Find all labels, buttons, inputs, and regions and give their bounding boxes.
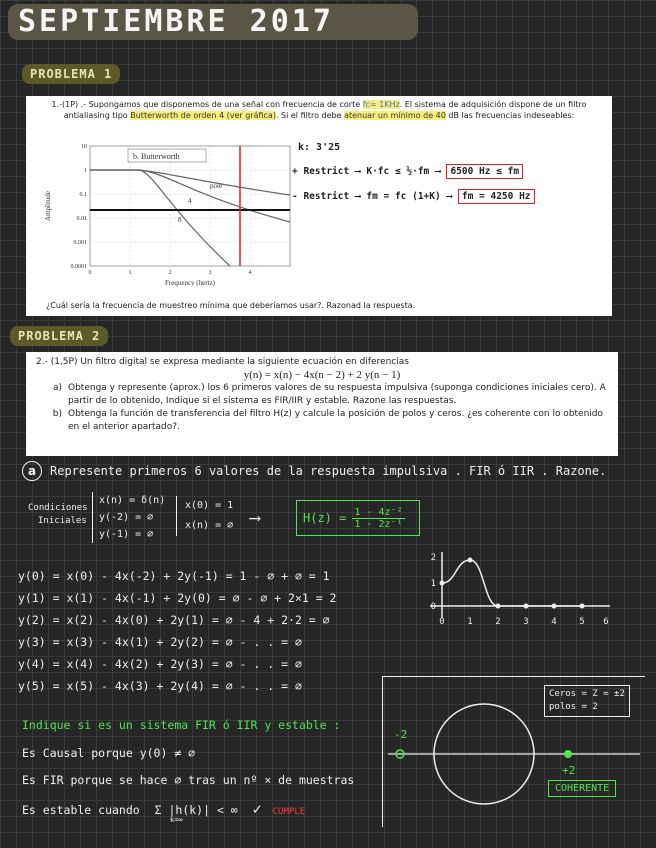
restrict-note-2: - Restrict ⟶ fm = fc (1+K) ⟶ fm = 4250 Hz xyxy=(292,191,535,202)
problema1-sub-question: ¿Cuál sería la frecuencia de muestreo mínima que deberíamos usar?. Razonad la respuesta. xyxy=(46,301,416,310)
label-pole: pole xyxy=(210,182,223,190)
problema2-tag: PROBLEMA 2 xyxy=(10,326,108,346)
plot-ylabel: Amplitude xyxy=(44,191,52,221)
transfer-function-box: H(z) = $\frac{\text{1 - 4z⁻²}}{\text{1 - 2z⁻¹}}$ xyxy=(296,500,420,536)
ytick: 0.0001 xyxy=(70,264,87,270)
difference-equation: y(n) = x(n) − 4x(n − 2) + 2 y(n − 1) xyxy=(243,369,401,381)
xtick: 3 xyxy=(523,617,529,627)
impulse-sample-point xyxy=(580,604,585,609)
cond-values: x(n) = δ(n) y(-2) = ∅ y(-1) = ∅ xyxy=(92,492,165,543)
xtick: 0 xyxy=(439,617,445,627)
indique-heading: Indique si es un sistema FIR ó IIR y estable : xyxy=(22,718,341,732)
problema2-card xyxy=(26,352,618,456)
causal-line: Es Causal porque y(0) ≠ ∅ xyxy=(22,746,196,760)
butterworth-plot xyxy=(30,140,300,290)
impulse-response-sketch xyxy=(420,548,620,638)
part-a-circle: a xyxy=(22,461,42,481)
xtick: 2 xyxy=(168,270,172,276)
xtick: 6 xyxy=(603,617,609,627)
xtick: 3 xyxy=(208,270,212,276)
impulse-sample-point xyxy=(524,604,529,609)
hz-numerator: 1 - 4z⁻² xyxy=(354,506,403,518)
problema2-intro: 2.- (1,5P) Un filtro digital se expresa mediante la siguiente ecuación en diferencias xyxy=(36,357,409,367)
ytick: 10 xyxy=(81,144,87,150)
sum-index: k=∞ xyxy=(170,816,183,824)
problema2-question xyxy=(26,352,618,434)
solution-heading: Represente primeros 6 valores de la respuesta impulsiva . FIR ó IIR . Razone. xyxy=(50,464,607,478)
ytick: 0.001 xyxy=(73,240,87,246)
problema2-part-b: b) Obtenga la función de transferencia del filtro H(z) y calcule la posición de polos y ceros. ¿es coherente con lo obtenido en el anterior apartado?. xyxy=(52,409,604,432)
impulse-xticks xyxy=(439,617,608,627)
k-note: k: 3'25 xyxy=(298,142,341,153)
problema1-card xyxy=(26,96,612,316)
plot-xlabel: Frequency (hertz) xyxy=(165,279,215,287)
impulse-equations xyxy=(18,565,337,697)
estable-line: Es estable cuando Σ |h(k)| < ∞ ✓ CUMPLE xyxy=(22,800,306,818)
impulse-yticks xyxy=(431,553,436,612)
equation-line: y(2) = x(2) - 4x(0) + 2y(1) = ∅ - 4 + 2·2 = ∅ xyxy=(18,613,330,627)
impulse-sample-point xyxy=(468,558,473,563)
equation-line: y(4) = x(4) - 4x(2) + 2y(3) = ∅ - . . = ∅ xyxy=(18,657,302,671)
ytick: 0 xyxy=(430,602,436,612)
impulse-sample-point xyxy=(552,604,557,609)
plot-frame xyxy=(90,146,290,266)
fir-line: Es FIR porque se hace ∅ tras un nº × de muestras xyxy=(22,773,355,787)
answer-box-2: fm = 4250 Hz xyxy=(458,189,535,204)
xtick: 1 xyxy=(128,270,132,276)
equation-line: y(3) = x(3) - 4x(1) + 2y(2) = ∅ - . . = ∅ xyxy=(18,635,302,649)
ytick: 0.1 xyxy=(79,192,87,198)
equation-line: y(5) = x(5) - 4x(3) + 2y(4) = ∅ - . . = ∅ xyxy=(18,679,302,693)
impulse-sample-point xyxy=(440,581,445,586)
response-curve xyxy=(442,560,582,606)
cond-label: Condiciones Iniciales xyxy=(28,503,88,526)
problema2-part-a: a) Obtenga y represente (aprox.) los 6 primeros valores de su respuesta impulsiva (suponga condiciones iniciales cero). A partir de lo obtenido, Indique si el sistema es FIR/IIR y estable. Razone las respuestas. xyxy=(52,383,606,406)
ytick: 2 xyxy=(430,553,436,563)
plot-xticks xyxy=(89,270,252,276)
zero-marker-right xyxy=(564,750,572,758)
xtick: 5 xyxy=(579,617,585,627)
xtick: 2 xyxy=(495,617,501,627)
coherente-badge: COHERENTE xyxy=(548,780,616,797)
equation-line: y(1) = x(1) - 4x(-1) + 2y(0) = ∅ - ∅ + 2×1 = 2 xyxy=(18,591,337,605)
ytick: 1 xyxy=(84,168,87,174)
problema1-tag: PROBLEMA 1 xyxy=(22,64,120,84)
ytick: 0.01 xyxy=(76,216,87,222)
check-icon: ✓ xyxy=(252,800,262,818)
arrow: ⟶ xyxy=(250,508,260,527)
cumple-label: CUMPLE xyxy=(272,807,306,817)
label-4: 4 xyxy=(188,197,192,205)
restrict-note-1: + Restrict ⟶ K·fc ≤ ½·fm ⟶ 6500 Hz ≤ fm xyxy=(292,166,523,177)
impulse-sample-point xyxy=(496,604,501,609)
problema1-question: 1.-(1P) .- Supongamos que disponemos de una señal con frecuencia de corte fc= 1KHz. El sistema de adquisición dispone de un filtro antialiasing tipo Butterworth de orden 4 (ver gráfica). Si el filtro debe atenuar un mínimo de 40 dB las frecuencias indeseables: xyxy=(51,100,587,120)
xtick: 4 xyxy=(551,617,557,627)
xtick: 1 xyxy=(467,617,473,627)
plot-yticks xyxy=(71,144,88,270)
label-8: 8 xyxy=(178,216,182,224)
page-title: SEPTIEMBRE 2017 xyxy=(8,4,418,40)
ytick: 1 xyxy=(430,579,436,589)
label-plus2: +2 xyxy=(562,764,576,777)
xtick: 0 xyxy=(88,270,92,276)
equation-line: y(0) = x(0) - 4x(-2) + 2y(-1) = 1 - ∅ + ∅ = 1 xyxy=(18,569,330,583)
poles-zeros-note: Ceros = Z = ±2 polos = 2 xyxy=(544,685,630,717)
label-minus2: -2 xyxy=(394,728,408,741)
legend-label: b. Butterworth xyxy=(133,152,180,161)
hz-denominator: 1 - 2z⁻¹ xyxy=(354,518,403,530)
cond-x-values: x(0) = 1 x(n) = ∅ xyxy=(176,496,233,536)
answer-box-1: 6500 Hz ≤ fm xyxy=(446,164,523,179)
xtick: 4 xyxy=(248,270,252,276)
